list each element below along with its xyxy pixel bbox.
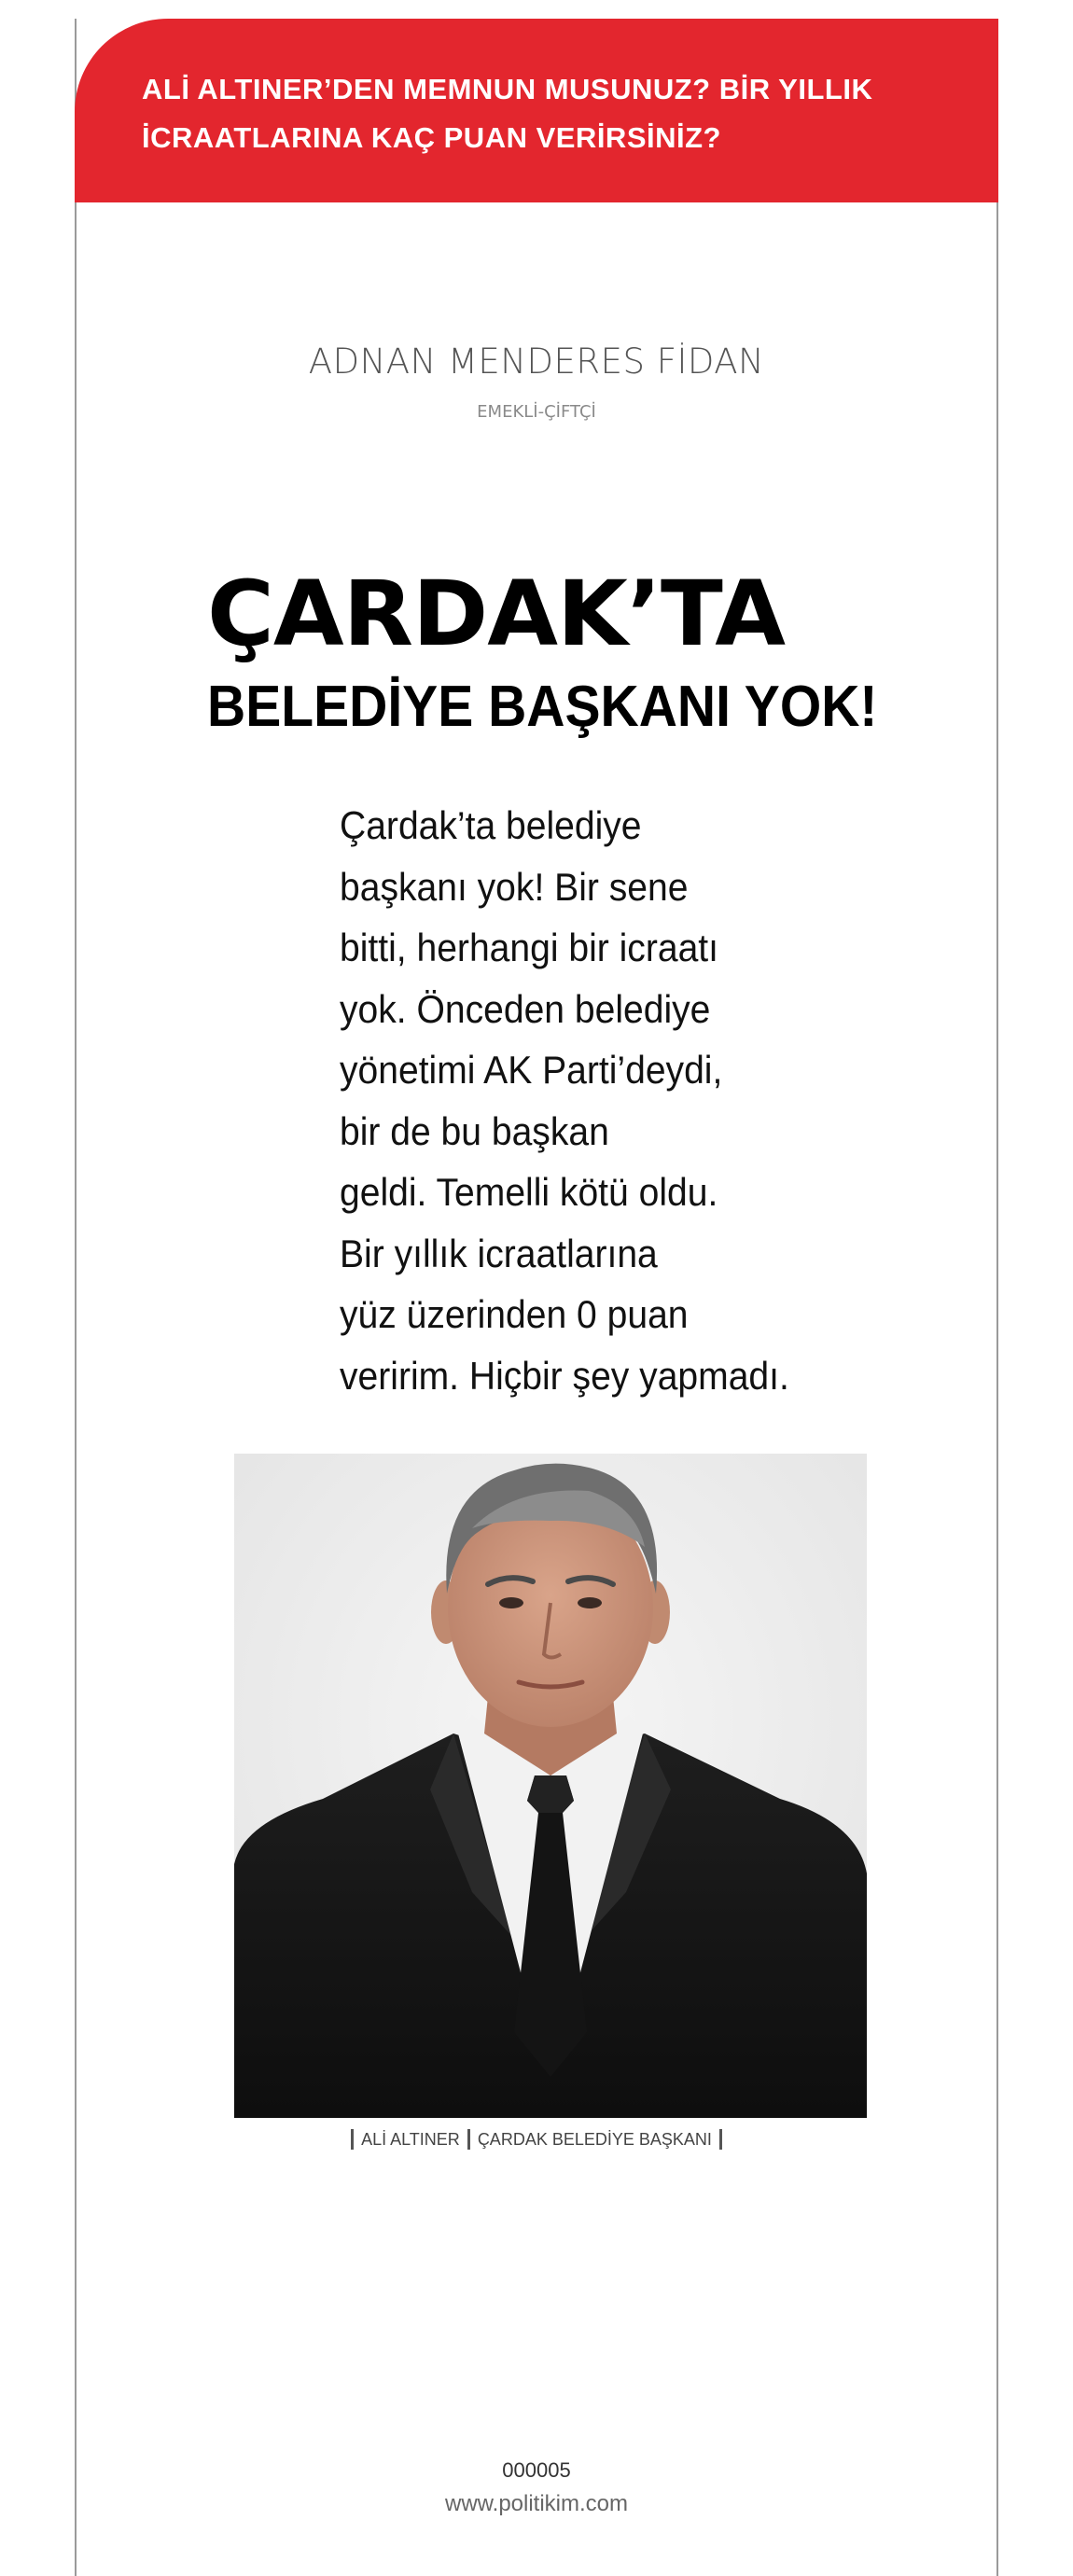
body-line: Çardak’ta belediye (340, 803, 642, 847)
author-occupation: EMEKLİ-ÇİFTÇİ (477, 402, 596, 422)
website-link[interactable]: www.politikim.com (444, 2491, 629, 2516)
author-name: ADNAN MENDERES FİDAN (308, 341, 765, 382)
body-line: bitti, herhangi bir icraatı (340, 926, 719, 969)
mayor-portrait-photo (234, 1454, 867, 2118)
body-line: Bir yıllık icraatlarına (340, 1231, 658, 1275)
document-code: 000005 (502, 2458, 571, 2482)
banner-line-2: İCRAATLARINA KAÇ PUAN VERİRSİNİZ? (142, 121, 721, 154)
caption-divider (351, 2129, 354, 2150)
banner-line-1: ALİ ALTINER’DEN MEMNUN MUSUNUZ? BİR YILLIK (142, 73, 873, 105)
caption-name: ALİ ALTINER (361, 2129, 460, 2149)
body-line: başkanı yok! Bir sene (340, 864, 689, 909)
caption-divider (719, 2129, 722, 2150)
headline-primary: ÇARDAK’TA (207, 562, 785, 666)
body-line: yüz üzerinden 0 puan (340, 1292, 689, 1336)
body-line: yok. Önceden belediye (340, 986, 711, 1031)
body-line: veririm. Hiçbir şey yapmadı. (340, 1353, 789, 1398)
quote-body (340, 795, 862, 1406)
question-banner (75, 19, 998, 202)
body-line: yönetimi AK Parti’deydi, (340, 1048, 723, 1092)
headline-secondary: BELEDİYE BAŞKANI YOK! (207, 675, 878, 739)
caption-divider (467, 2129, 470, 2150)
body-line: geldi. Temelli kötü oldu. (340, 1170, 718, 1214)
photo-caption (0, 2129, 1073, 2150)
caption-title: ÇARDAK BELEDİYE BAŞKANI (477, 2129, 712, 2149)
body-line: bir de bu başkan (340, 1108, 609, 1153)
